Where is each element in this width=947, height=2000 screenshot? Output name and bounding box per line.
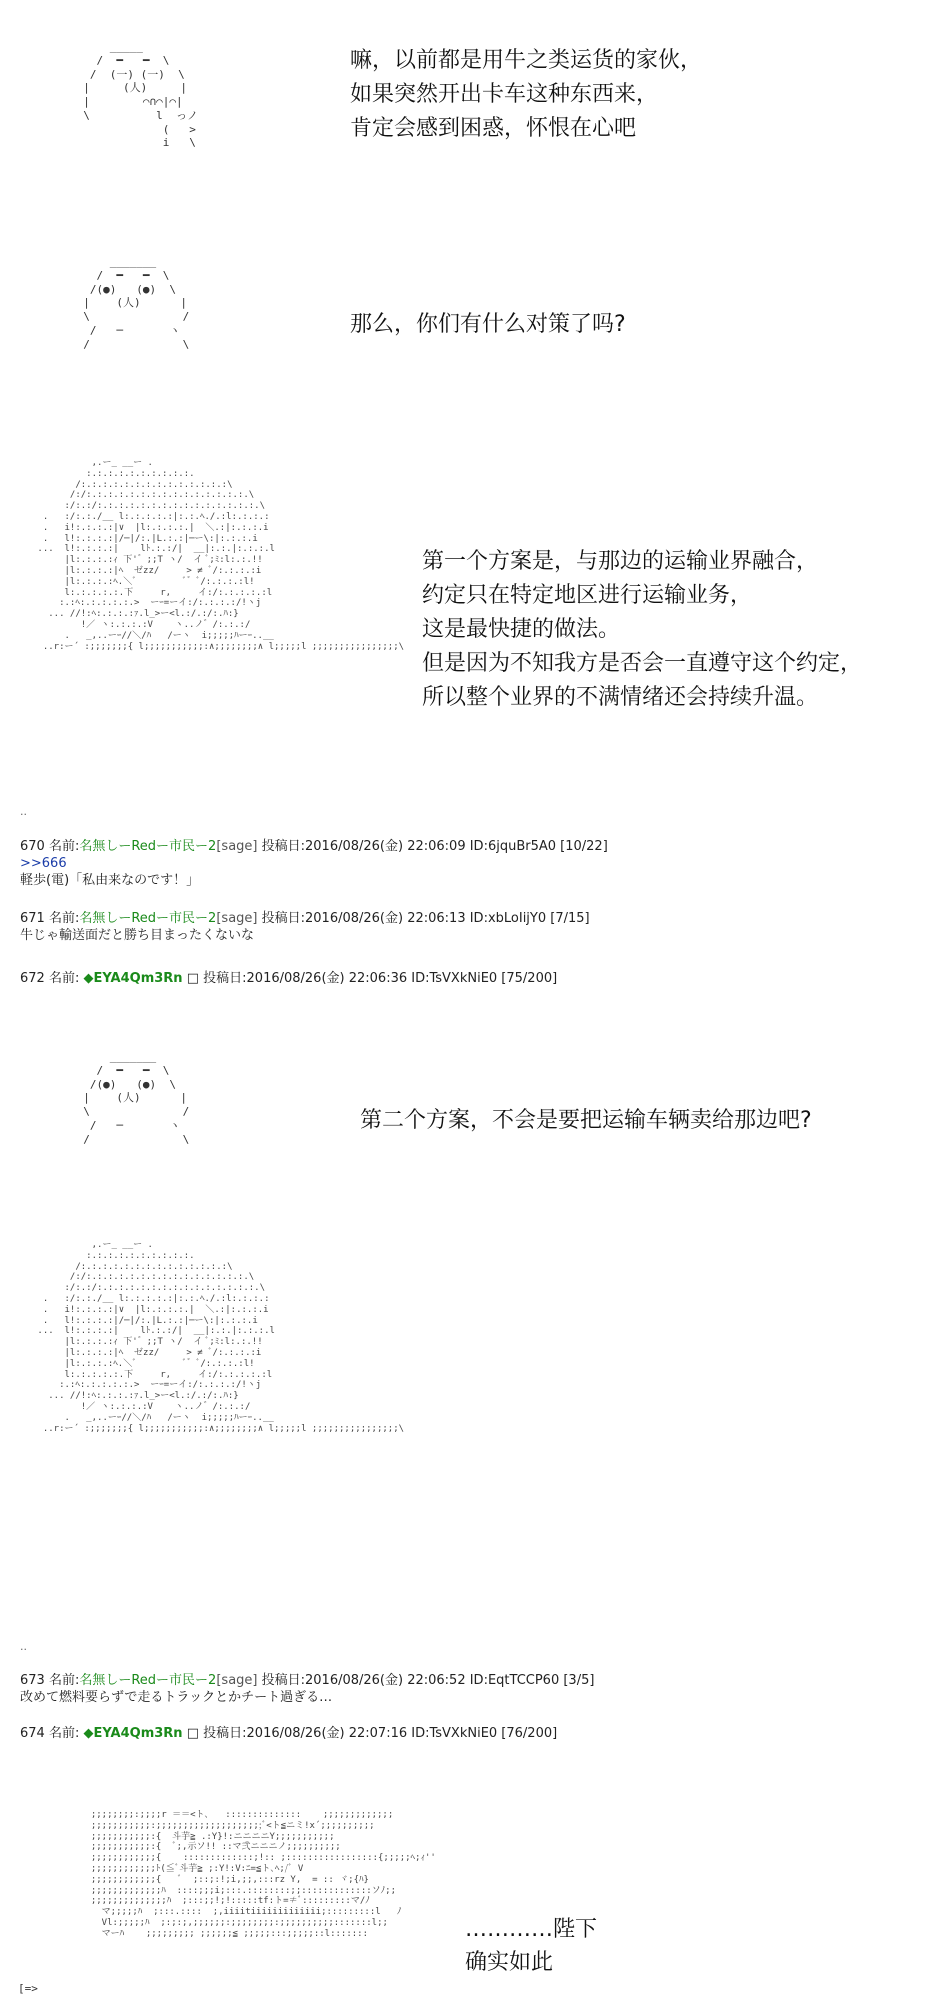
sage-tag: [sage] — [216, 1673, 258, 1688]
dialogue-line: 嘛，以前都是用牛之类运货的家伙， — [350, 48, 703, 73]
dialogue-block-2 — [350, 308, 626, 342]
dialogue-line: 如果突然开出卡车这种东西来， — [350, 82, 659, 107]
post-header — [20, 910, 590, 927]
post-670 — [20, 838, 608, 889]
post-body-line: 軽歩(電)「私由来なのです！」 — [20, 873, 200, 888]
post-673 — [20, 1672, 594, 1706]
name-label: 名前: — [48, 1726, 80, 1741]
post-number: 674 — [20, 1726, 45, 1741]
dialogue-line: 确实如此 — [465, 1950, 554, 1975]
post-meta: 投稿日:2016/08/26(金) 22:06:36 ID:TsVXkNiE0 [75/200] — [203, 971, 558, 986]
dialogue-block-3 — [422, 545, 862, 715]
post-body-line: 改めて燃料要らずで走るトラックとかチート過ぎる… — [20, 1690, 333, 1705]
post-number: 670 — [20, 839, 45, 854]
ascii-art-character-speaking: ,.ー_ __ー . :.:.:.:.:.:.:.:.:.:. /:.:.:.:.:.:.:.:.:.:.:.:.:.:\ /:/:.:.:.:.:.:.:.:.:.:.:.:.:.:.:.\ :/:.:/:.:.:.:.:.:.:.:.:.:.:.:.:.:.:.\ . :/:.:./__ l:.:.:.:.:|:.:.ﾍ./.:l:.:.:.: . i!:.:.:.:|∨ |l:.:.:.:.| ＼.:|:.:.:.i . l!:.:.:.:|/─|/:.|L.:.:|─ー\:|:.:.:.i ... l!:.:.:.:| lﾄ.:.:/| __|:.:.|:.:.:.l |l:.:.:.:ｨ 下'゛;;T ヽ/ イ ﾞ;ﾐ:l:.:.!! |l:.:.:.:|ﾍ ゼzz/ > ≠ ﾞ/:.:.:.:i |l:.:.:.:ﾍ.＼ﾞ ﾞ゛ﾞ/:.:.:.:l! l:.:.:.:.:.下 r, イ:/:.:.:.:.:l :.:ﾍ:.:.:.:.:.> ーｰ=ーイ:/:.:.:.:/!ヽj ... //!:ﾍ:.:.:.:ｧ.l_>ー<l.:/.:/:.ﾊ:} !／ ヽ:.:.:.:V ヽ..ノ゛/:.:.:/ . _,..ーｰ//＼/ﾊ /ーヽ i;;;;;ﾊーｰ..__ ..r:ー´ :;;;;;;;{ l;;;;;;;;;;;:∧;;;;;;;;∧ l;;;;;l ;;;;;;;;;;;;;;;;\ — [37, 1240, 405, 1434]
ascii-art-character-speaking: ,.ー_ __ー . :.:.:.:.:.:.:.:.:.:. /:.:.:.:.:.:.:.:.:.:.:.:.:.:\ /:/:.:.:.:.:.:.:.:.:.:.:.:.:.:.:.\ :/:.:/:.:.:.:.:.:.:.:.:.:.:.:.:.:.:.\ . :/:.:./__ l:.:.:.:.:|:.:.ﾍ./.:l:.:.:.: . i!:.:.:.:|∨ |l:.:.:.:.| ＼.:|:.:.:.i . l!:.:.:.:|/─|/:.|L.:.:|─ー\:|:.:.:.i ... l!:.:.:.:| lﾄ.:.:/| __|:.:.|:.:.:.l |l:.:.:.:ｨ 下'゛;;T ヽ/ イ ﾞ;ﾐ:l:.:.!! |l:.:.:.:|ﾍ ゼzz/ > ≠ ﾞ/:.:.:.:i |l:.:.:.:ﾍ.＼ﾞ ﾞ゛ﾞ/:.:.:.:l! l:.:.:.:.:.下 r, イ:/:.:.:.:.:l :.:ﾍ:.:.:.:.:.> ーｰ=ーイ:/:.:.:.:/!ヽj ... //!:ﾍ:.:.:.:ｧ.l_>ー<l.:/.:/:.ﾊ:} !／ ヽ:.:.:.:V ヽ..ノ゛/:.:.:/ . _,..ーｰ//＼/ﾊ /ーヽ i;;;;;ﾊーｰ..__ ..r:ー´ :;;;;;;;{ l;;;;;;;;;;;:∧;;;;;;;;∧ l;;;;;l ;;;;;;;;;;;;;;;;\ — [37, 458, 405, 652]
dialogue-line: 约定只在特定地区进行运输业务， — [422, 583, 753, 608]
post-number: 671 — [20, 911, 45, 926]
post-meta: 投稿日:2016/08/26(金) 22:06:52 ID:EqtTCCP60 [3/5] — [261, 1673, 595, 1688]
post-header — [20, 1672, 594, 1689]
poster-name[interactable]: 名無しーRedー市民ー2 — [79, 911, 217, 926]
ascii-art-yaruo-pondering: _____ / ━ ━ \ / (一) (一) \ | (人) | | ⌒∩⌒|⌒| \ l っノ ( > i \ — [83, 40, 198, 150]
dialogue-line: 那么，你们有什么对策了吗? — [350, 312, 626, 337]
post-671 — [20, 910, 590, 944]
post-number: 673 — [20, 1673, 45, 1688]
post-meta: 投稿日:2016/08/26(金) 22:06:09 ID:6jquBr5A0 [10/22] — [261, 839, 608, 854]
post-meta: 投稿日:2016/08/26(金) 22:07:16 ID:TsVXkNiE0 [76/200] — [203, 1726, 558, 1741]
dialogue-line: 肯定会感到困惑，怀恨在心吧 — [350, 116, 637, 141]
dialogue-line: 所以整个业界的不满情绪还会持续升温。 — [422, 685, 819, 710]
ascii-art-yaruo-staring: _______ / ━ ━ \ /(●) (●) \ | (人) | \ / / ─ ヽ / \ — [83, 255, 190, 351]
dialogue-line: 第一个方案是，与那边的运输业界融合， — [422, 549, 819, 574]
post-674 — [20, 1725, 557, 1742]
post-header — [20, 838, 608, 855]
dialogue-line: …………陛下 — [465, 1917, 598, 1942]
name-label: 名前: — [48, 911, 80, 926]
dialogue-line: 第二个方案，不会是要把运输车辆卖给那边吧? — [360, 1108, 812, 1133]
separator-dots: .. — [20, 805, 27, 818]
separator-dots: .. — [20, 1640, 27, 1653]
sage-tag: [sage] — [216, 911, 258, 926]
post-meta: 投稿日:2016/08/26(金) 22:06:13 ID:xbLoIijY0 [7/15] — [261, 911, 590, 926]
post-number: 672 — [20, 971, 45, 986]
ascii-art-yaruo-staring: _______ / ━ ━ \ /(●) (●) \ | (人) | \ / / ─ ヽ / \ — [83, 1050, 190, 1146]
poster-name[interactable]: 名無しーRedー市民ー2 — [79, 1673, 217, 1688]
ascii-art-emperor: ;;;;;;;;:;;;;r ＝＝<ト､ :::::::::::::: ;;;;;;;;;;;;; ;;;;;;;;;;;:;;;;;;;;;;;;;;;;;;;;ﾞ<ト≦ニミ!x´;;;;;;;;;; ;;;;;;;;;;;:{ 斗芋≧ .:Y}!:ニニニニY;;;;;;;;;;; ;;;;;;;;;;;:{ ﾞ;,示ソ!! ::マ弐ニニニノ;;;;;;;;;; ;;;;;;;;;;;;{ :::::::::::::;!:: ;:::::::::::::::::{;;;;;ﾍ;ｨ'' ;;;;;;;;;;;;ﾄ(≦ﾞ斗芋≧ ;:Y!:V:ﾆ=≦ト､ﾍ;/ﾞ V ;;;;;;;;;;;;{ ﾞ ;::;:!;i,;;,:::rz Y, = :: ヾ;{ﾊ} ;;;;;;;;;;;;;ﾊ ::::;;;i;:::.::::::::;;:::::::::::::ソﾉ;; ;;;;;;;;;;;;;;ﾊ ;:::;;!;!:::::tf:ト=≠ﾞ:::::::::マ/ﾉ マ;;;;;ﾊ ;:::.:::: ;,iiiitiiiiiiiiiiiii;:::::::::l ﾉ Vl:;;;;;ﾊ ;:;:;,;;;;;;:;;;;;;;;:;;;;;;;;;;:::::::l;; マーﾊ ;;;;;;;;; ;;;;;;≦ ;;;;;:::;;;;;::l::::::: — [90, 1810, 436, 1939]
post-body-line: 牛じゃ輸送面だと勝ち目まったくないな — [20, 928, 255, 943]
name-label: 名前: — [48, 1673, 80, 1688]
name-label: 名前: — [48, 971, 80, 986]
name-label: 名前: — [48, 839, 80, 854]
post-header — [20, 1725, 557, 1742]
post-header — [20, 970, 557, 987]
dialogue-block-1 — [350, 44, 702, 146]
corner-fragment: [=> — [18, 1982, 38, 1995]
anchor-link[interactable]: >>666 — [20, 856, 67, 871]
post-672 — [20, 970, 557, 987]
sage-tag: [sage] — [216, 839, 258, 854]
box-icon: □ — [186, 1726, 199, 1741]
dialogue-block-4 — [360, 1104, 812, 1138]
dialogue-line: 但是因为不知我方是否会一直遵守这个约定， — [422, 651, 863, 676]
dialogue-line: 这是最快捷的做法。 — [422, 617, 621, 642]
poster-name[interactable]: 名無しーRedー市民ー2 — [79, 839, 217, 854]
poster-trip[interactable]: ◆EYA4Qm3Rn — [83, 971, 183, 986]
box-icon: □ — [186, 971, 199, 986]
poster-trip[interactable]: ◆EYA4Qm3Rn — [83, 1726, 183, 1741]
dialogue-block-6 — [465, 1913, 597, 1979]
